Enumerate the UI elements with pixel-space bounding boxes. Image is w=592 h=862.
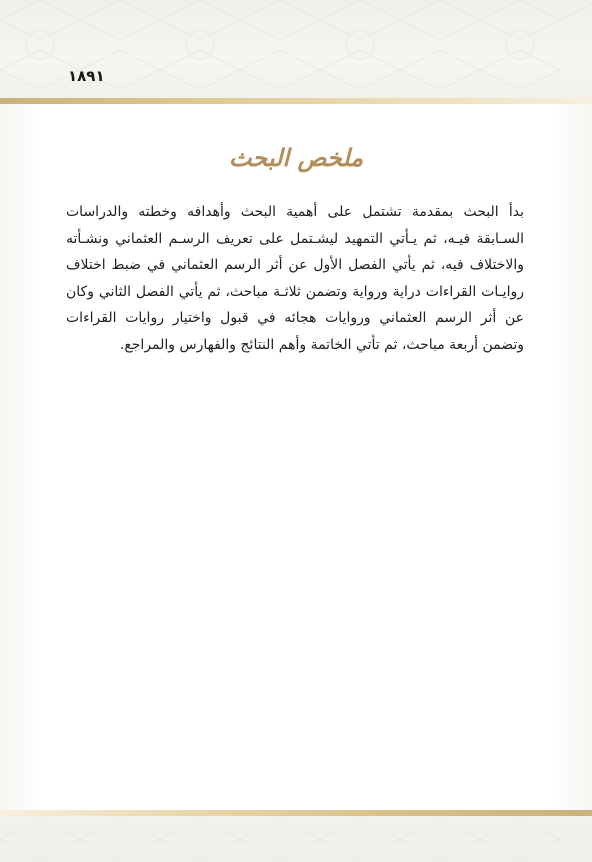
left-margin-shade: [0, 104, 40, 810]
page-number: ١٨٩١: [68, 67, 105, 85]
footer-ornament-pattern: [0, 816, 592, 862]
abstract-paragraph: بدأ البحث بمقدمة تشتمل على أهمية البحث وأهدافه وخطته والدراسات السـابقة فيـه، ثم يـأتي التمهيد ليشـتمل على تعريف الرسـم العثماني ونشـأته والاختلاف فيه، ثم يأتي الفصل الأول عن أثر الرسم العثماني في ضبط اختلاف روايـات القراءات دراية ورواية وتضمن ثلاثـة مباحث، ثم يأتي الفصل الثاني وكان عن أثر الرسم العثماني وروايات هجائه في قبول واختيار روايات القراءات وتضمن أربعة مباحث، ثم تأتي الخاتمة وأهم النتائج والفهارس والمراجع.: [66, 204, 524, 353]
section-title: ملخص البحث: [228, 143, 364, 172]
header-gold-rule: [0, 98, 592, 104]
right-margin-shade: [552, 104, 592, 810]
